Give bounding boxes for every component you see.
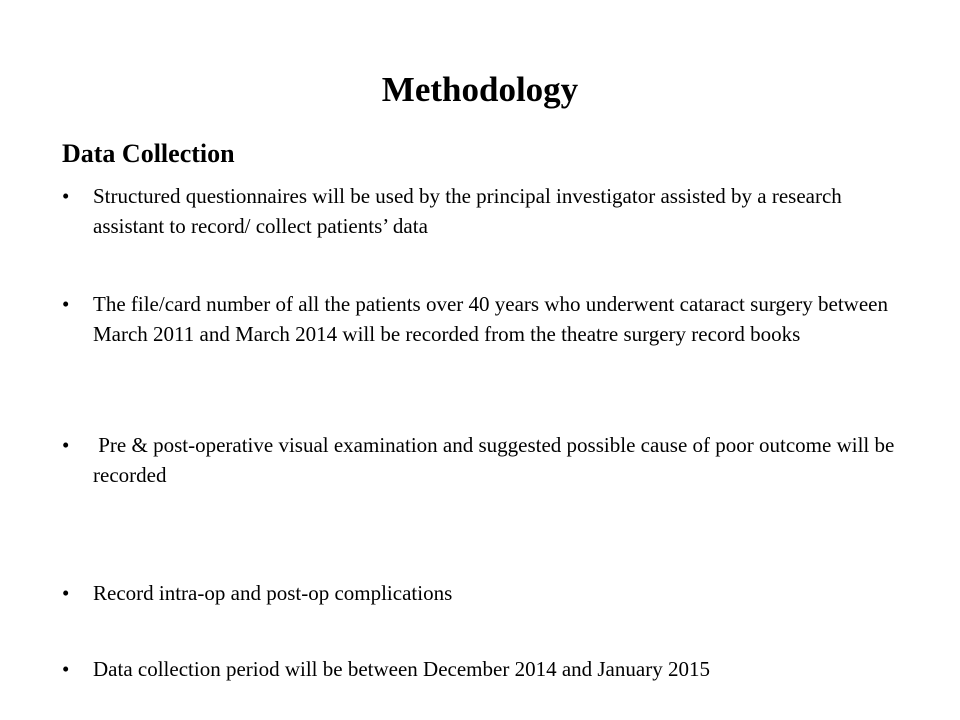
bullet-text: The file/card number of all the patients over 40 years who underwent cataract surgery between March 2011 and March 2014 will be recorded from the theatre surgery record books xyxy=(93,292,894,346)
bullet-icon: • xyxy=(62,292,70,316)
bullet-item xyxy=(62,289,902,349)
bullet-icon: • xyxy=(62,184,70,208)
section-heading: Data Collection xyxy=(62,139,235,168)
bullet-icon: • xyxy=(62,581,70,605)
bullet-text: Record intra-op and post-op complications xyxy=(93,581,453,605)
bullet-icon: • xyxy=(62,657,70,681)
bullet-icon: • xyxy=(62,433,70,457)
bullet-text: Structured questionnaires will be used by the principal investigator assisted by a research assistant to record/ collect patients’ data xyxy=(93,184,848,238)
slide-title: Methodology xyxy=(381,70,579,109)
bullet-item xyxy=(62,578,902,608)
bullet-text: Pre & post-operative visual examination and suggested possible cause of poor outcome will be recorded xyxy=(93,433,900,487)
bullet-text: Data collection period will be between December 2014 and January 2015 xyxy=(93,657,710,681)
bullet-item xyxy=(62,654,902,684)
bullet-item xyxy=(62,181,902,241)
bullet-item xyxy=(62,430,902,490)
